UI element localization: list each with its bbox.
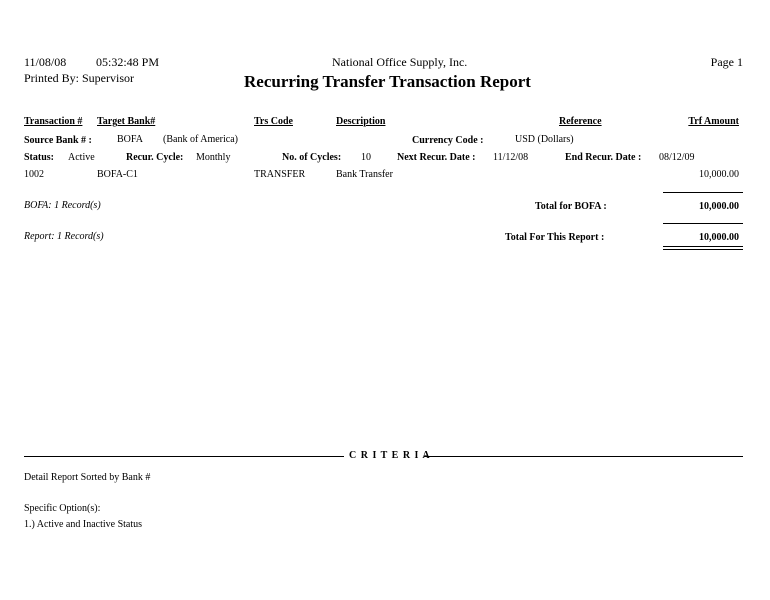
- col-header-trs-code: Trs Code: [254, 116, 293, 127]
- end-recur-date-value: 08/12/09: [659, 152, 695, 163]
- criteria-rule-left: [24, 456, 344, 457]
- page-number: Page 1: [710, 55, 743, 69]
- company-name: National Office Supply, Inc.: [332, 55, 468, 69]
- report-total-label: Total For This Report :: [505, 232, 605, 243]
- col-header-trf-amount: Trf Amount: [688, 116, 739, 127]
- recur-cycle-label: Recur. Cycle:: [126, 152, 184, 163]
- col-header-description: Description: [336, 116, 386, 127]
- group-total-value: 10,000.00: [699, 201, 739, 212]
- report-total-rule: [663, 223, 743, 224]
- group-total-rule: [663, 192, 743, 193]
- criteria-rule-right: [424, 456, 743, 457]
- source-bank-label: Source Bank # :: [24, 135, 92, 146]
- currency-code-label: Currency Code :: [412, 135, 484, 146]
- row-description: Bank Transfer: [336, 169, 393, 180]
- num-cycles-value: 10: [361, 152, 371, 163]
- printed-by: Printed By: Supervisor: [24, 71, 134, 85]
- report-total-double-rule-1: [663, 246, 743, 247]
- col-header-reference: Reference: [559, 116, 602, 127]
- report-title: Recurring Transfer Transaction Report: [244, 72, 531, 91]
- criteria-heading: C R I T E R I A: [349, 450, 431, 461]
- print-time: 05:32:48 PM: [96, 55, 160, 69]
- group-record-count: BOFA: 1 Record(s): [24, 200, 101, 211]
- row-trs-code: TRANSFER: [254, 169, 306, 180]
- report-total-double-rule-2: [663, 249, 743, 250]
- next-recur-date-value: 11/12/08: [493, 152, 529, 163]
- report-total-value: 10,000.00: [699, 232, 739, 243]
- criteria-sort: Detail Report Sorted by Bank #: [24, 472, 151, 483]
- row-target-bank: BOFA-C1: [97, 169, 138, 180]
- print-date: 11/08/08: [24, 55, 67, 69]
- status-value: Active: [68, 152, 95, 163]
- row-trf-amount: 10,000.00: [699, 169, 739, 180]
- status-label: Status:: [24, 152, 55, 163]
- end-recur-date-label: End Recur. Date :: [565, 152, 642, 163]
- col-header-target-bank: Target Bank#: [97, 116, 156, 127]
- currency-code-value: USD (Dollars): [515, 134, 574, 145]
- row-transaction: 1002: [24, 169, 44, 180]
- next-recur-date-label: Next Recur. Date :: [397, 152, 476, 163]
- recur-cycle-value: Monthly: [196, 152, 231, 163]
- source-bank-name: (Bank of America): [163, 134, 238, 145]
- report-record-count: Report: 1 Record(s): [24, 231, 104, 242]
- col-header-transaction: Transaction #: [24, 116, 83, 127]
- source-bank-code: BOFA: [117, 134, 143, 145]
- group-total-label: Total for BOFA :: [535, 201, 607, 212]
- criteria-options-label: Specific Option(s):: [24, 503, 101, 514]
- num-cycles-label: No. of Cycles:: [282, 152, 342, 163]
- criteria-option-1: 1.) Active and Inactive Status: [24, 519, 143, 530]
